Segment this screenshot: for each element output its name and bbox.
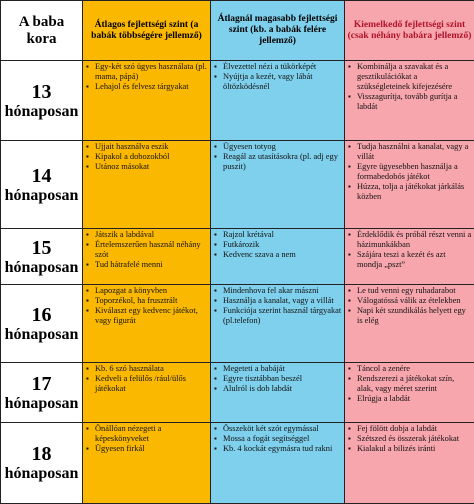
age-number: 13 xyxy=(1,81,82,103)
above-average-cell xyxy=(211,61,345,141)
list-item: ▪ Kedvenc szava a nem xyxy=(213,250,342,260)
age-number: 18 xyxy=(1,443,82,465)
list-item: ▪ Kb. 4 kockát egymásra tud rakni xyxy=(213,444,342,454)
average-cell xyxy=(83,423,211,504)
list-item: ▪ Mindenhova fel akar mászni xyxy=(213,286,342,296)
age-cell xyxy=(1,141,83,229)
header-outstanding: Kiemelkedő fejlettségi szint (csak néhány babára jellemző) xyxy=(345,1,474,61)
list-item: ▪ Megeteti a babáját xyxy=(213,364,342,374)
list-item: ▪ Élvezettel nézi a tükörképét xyxy=(213,62,342,72)
outstanding-cell xyxy=(345,285,474,363)
list-item: ▪ Ügyesen firkál xyxy=(85,444,208,454)
list-item: ▪ Használja a kanalat, vagy a villát xyxy=(213,296,342,306)
list-item: ▪ Alulról is dob labdát xyxy=(213,384,342,394)
header-above-average: Átlagnál magasabb fejlettségi szint (kb. a babák felére jellemző) xyxy=(211,1,345,61)
list-item: ▪ Tudja használni a kanalat, vagy a villát xyxy=(347,142,472,162)
age-number: 15 xyxy=(1,237,82,259)
age-cell xyxy=(1,61,83,141)
list-item: ▪ Utánoz másokat xyxy=(85,162,208,172)
age-number: 14 xyxy=(1,165,82,187)
average-cell xyxy=(83,141,211,229)
age-unit: hónaposan xyxy=(1,395,82,413)
age-number: 17 xyxy=(1,373,82,395)
list-item: ▪ Rendszerezi a játékokat szín, alak, vagy méret szerint xyxy=(347,374,472,394)
above-average-cell xyxy=(211,229,345,285)
age-unit: hónaposan xyxy=(1,465,82,483)
list-item: ▪ Egyre tisztábban beszél xyxy=(213,374,342,384)
average-cell xyxy=(83,363,211,423)
list-item: ▪ Futkározik xyxy=(213,240,342,250)
list-item: ▪ Nyújtja a kezét, vagy lábát öltözködésnél xyxy=(213,72,342,92)
age-cell xyxy=(1,423,83,504)
list-item: ▪ Kb. 6 szó használata xyxy=(85,364,208,374)
age-unit: hónaposan xyxy=(1,326,82,344)
outstanding-cell xyxy=(345,141,474,229)
list-item: ▪ Reagál az utasításokra (pl. adj egy puszit) xyxy=(213,152,342,172)
list-item: ▪ Ügyesen totyog xyxy=(213,142,342,152)
age-unit: hónaposan xyxy=(1,187,82,205)
list-item: ▪ Kombinálja a szavakat és a gesztikulációkat a szükségleteinek kifejezésére xyxy=(347,62,472,92)
list-item: ▪ Rajzol krétával xyxy=(213,230,342,240)
age-cell xyxy=(1,229,83,285)
outstanding-cell xyxy=(345,363,474,423)
list-item: ▪ Értelemszerűen használ néhány szót xyxy=(85,240,208,260)
list-item: ▪ Funkciója szerint használ tárgyakat (pl.telefon) xyxy=(213,306,342,326)
list-item: ▪ Toporzékol, ha frusztrált xyxy=(85,296,208,306)
table-row xyxy=(1,363,474,423)
list-item: ▪ Kiválaszt egy kedvenc játékot, vagy figurát xyxy=(85,306,208,326)
list-item: ▪ Érdeklődik és próbál részt venni a házimunkákban xyxy=(347,230,472,250)
header-age: A baba kora xyxy=(1,1,83,61)
list-item: ▪ Lehajol és felvesz tárgyakat xyxy=(85,82,208,92)
table-header-row xyxy=(1,1,474,61)
outstanding-cell xyxy=(345,423,474,504)
table-row xyxy=(1,423,474,504)
list-item: ▪ Mossa a fogát segítséggel xyxy=(213,434,342,444)
list-item: ▪ Szétszed és összerak játékokat xyxy=(347,434,472,444)
list-item: ▪ Lapozgat a könyvben xyxy=(85,286,208,296)
list-item: ▪ Kialakul a bilizés iránti xyxy=(347,444,472,454)
list-item: ▪ Válogatóssá válik az ételekben xyxy=(347,296,472,306)
age-unit: hónaposan xyxy=(1,259,82,277)
average-cell xyxy=(83,285,211,363)
age-number: 16 xyxy=(1,304,82,326)
list-item: ▪ Összeköt két szót egymással xyxy=(213,424,342,434)
table-row xyxy=(1,285,474,363)
list-item: ▪ Kedveli a felülős /rául/ülős játékokat xyxy=(85,374,208,394)
above-average-cell xyxy=(211,141,345,229)
list-item: ▪ Húzza, tolja a játékokat járkálás közben xyxy=(347,182,472,202)
above-average-cell xyxy=(211,363,345,423)
average-cell xyxy=(83,229,211,285)
list-item: ▪ Ujjait használva eszik xyxy=(85,142,208,152)
list-item: ▪ Fej fölött dobja a labdát xyxy=(347,424,472,434)
average-cell xyxy=(83,61,211,141)
list-item: ▪ Szájára teszi a kezét és azt mondja „pszt” xyxy=(347,250,472,270)
list-item: ▪ Kipakol a dobozokból xyxy=(85,152,208,162)
outstanding-cell xyxy=(345,61,474,141)
list-item: ▪ Elrúgja a labdát xyxy=(347,394,472,404)
list-item: ▪ Egyre ügyesebben használja a formabedobós játékot xyxy=(347,162,472,182)
table-row xyxy=(1,61,474,141)
list-item: ▪ Le tud venni egy ruhadarabot xyxy=(347,286,472,296)
list-item: ▪ Táncol a zenére xyxy=(347,364,472,374)
list-item: ▪ Visszagurítja, tovább gurítja a labdát xyxy=(347,92,472,112)
table-row xyxy=(1,141,474,229)
age-cell xyxy=(1,363,83,423)
header-average: Átlagos fejlettségi szint (a babák többségére jellemző) xyxy=(83,1,211,61)
table-row xyxy=(1,229,474,285)
age-cell xyxy=(1,285,83,363)
list-item: ▪ Egy-két szó ügyes használata (pl. mama, pápá) xyxy=(85,62,208,82)
list-item: ▪ Önállóan nézegeti a képeskönyveket xyxy=(85,424,208,444)
outstanding-cell xyxy=(345,229,474,285)
above-average-cell xyxy=(211,423,345,504)
age-unit: hónaposan xyxy=(1,103,82,121)
list-item: ▪ Napi két szundikálás helyett egy is elég xyxy=(347,306,472,326)
list-item: ▪ Tud hátrafelé menni xyxy=(85,260,208,270)
above-average-cell xyxy=(211,285,345,363)
list-item: ▪ Játszik a labdával xyxy=(85,230,208,240)
